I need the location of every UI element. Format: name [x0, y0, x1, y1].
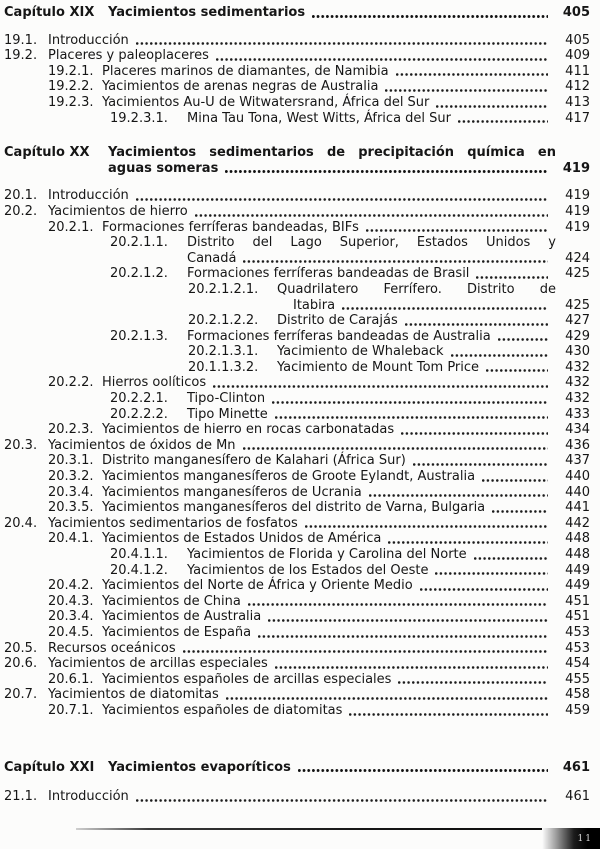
toc-entry [4, 33, 590, 49]
toc-entry [4, 204, 590, 220]
page-tab-number: 11 [577, 833, 593, 844]
dot-leader [213, 377, 548, 389]
toc-entry [4, 672, 590, 688]
entry-number: 20.2.2.2. [110, 406, 168, 422]
entry-title: Placeres marinos de diamantes, de Namibia [102, 63, 389, 79]
toc-entry [4, 578, 590, 594]
page-number: 419 [565, 219, 590, 235]
page-number: 458 [565, 687, 590, 703]
toc-entry-line2 [4, 298, 590, 314]
dot-leader [388, 533, 548, 545]
toc-entry [4, 703, 590, 719]
entry-title: Formaciones ferríferas bandeadas de Brasil [187, 266, 470, 282]
entry-number: 20.4.5. [48, 624, 94, 640]
entry-title: Recursos oceánicos [48, 640, 176, 656]
page-number: 433 [565, 406, 590, 422]
chapter-heading [4, 5, 590, 21]
toc-entry [4, 79, 590, 95]
dot-leader [420, 580, 548, 592]
entry-number: 20.5. [4, 640, 38, 656]
toc-entry [4, 235, 590, 266]
toc-entry [4, 266, 590, 282]
toc-entry [4, 687, 590, 703]
dot-leader [136, 34, 548, 46]
entry-title: Yacimientos de arenas negras de Australia [102, 79, 379, 95]
entry-number: 20.3.1. [48, 453, 94, 469]
entry-number: 20.4.1.1. [110, 547, 168, 562]
entry-number: 21.1. [4, 789, 38, 805]
dot-leader [195, 206, 548, 218]
chapter-title-line2: aguas someras [108, 160, 219, 176]
entry-title: Yacimientos españoles de arcillas especiales [102, 671, 392, 687]
entry-title: Yacimientos manganesíferos de Ucrania [102, 484, 362, 500]
entry-title-line2: Itabira [293, 297, 336, 313]
dot-leader [366, 221, 548, 233]
toc-entry [4, 500, 590, 516]
entry-number: 20.2.2.1. [110, 391, 168, 407]
page-number: 453 [565, 640, 590, 656]
entry-number: 20.3.2. [48, 469, 94, 485]
dot-leader [498, 330, 548, 342]
dot-leader [486, 361, 548, 373]
entry-number: 20.3.4. [48, 484, 94, 500]
page-number: 409 [565, 48, 590, 64]
entry-title: Yacimientos sedimentarios de fosfatos [48, 515, 298, 531]
page-number: 454 [565, 656, 590, 672]
entry-title: Yacimientos de óxidos de Mn [48, 437, 236, 453]
chapter-label: Capítulo XX [4, 145, 90, 161]
page-number: 425 [565, 297, 590, 313]
dot-leader [258, 627, 548, 639]
entry-number: 20.3. [4, 437, 38, 453]
chapter-label: Capítulo XIX [4, 5, 95, 20]
entry-number: 20.3.4. [48, 609, 94, 625]
page-number: 449 [565, 562, 590, 578]
entry-number: 19.1. [4, 32, 38, 48]
toc-entry [4, 344, 590, 360]
entry-title: Yacimientos de Australia [102, 609, 262, 625]
dot-leader [136, 190, 548, 202]
chapter-heading [4, 760, 590, 776]
page-number: 411 [565, 63, 590, 79]
entry-number: 20.2.1. [48, 219, 94, 235]
page-number: 451 [565, 609, 590, 625]
page-number: 451 [565, 593, 590, 609]
entry-title: Yacimientos de diatomitas [48, 687, 219, 703]
entry-title: Tipo-Clinton [187, 391, 266, 407]
dot-leader [398, 673, 548, 685]
page-number: 429 [565, 328, 590, 344]
chapter-title-line1: Yacimientos sedimentarios de precipitación química en [108, 145, 556, 161]
entry-number: 20.2.3. [48, 422, 94, 438]
dot-leader [305, 517, 548, 529]
page-number: 417 [565, 110, 590, 126]
toc-entry [4, 360, 590, 376]
page-number: 425 [565, 266, 590, 282]
entry-number: 19.2. [4, 48, 38, 64]
toc-entry [4, 188, 590, 204]
chapter-label: Capítulo XXI [4, 759, 95, 775]
toc-entry [4, 789, 590, 805]
page-number: 436 [565, 437, 590, 453]
entry-title: Introducción [48, 188, 129, 204]
toc-entry [4, 594, 590, 610]
entry-number: 20.7.1. [48, 702, 94, 718]
toc-entry [4, 656, 590, 672]
entry-title: Introducción [48, 789, 129, 805]
dot-leader [385, 81, 548, 93]
dot-leader [458, 112, 548, 124]
page-number: 440 [565, 469, 590, 485]
toc-entry [4, 422, 590, 438]
toc-entry [4, 391, 590, 407]
page-number: 442 [565, 515, 590, 531]
chapter-heading-line2 [4, 161, 590, 177]
dot-leader [476, 268, 548, 280]
entry-number: 20.4.1.2. [110, 562, 168, 578]
entry-number: 19.2.2. [48, 79, 94, 95]
dot-leader [349, 705, 548, 717]
entry-number: 20.2.2. [48, 375, 94, 391]
dot-leader [482, 471, 548, 483]
page-number: 432 [565, 375, 590, 391]
entry-number: 20.1. [4, 188, 38, 204]
page-number: 419 [565, 188, 590, 204]
page-number: 419 [562, 160, 590, 176]
entry-number: 20.3.5. [48, 500, 94, 516]
dot-leader [474, 549, 548, 561]
dot-leader [342, 299, 548, 311]
dot-leader [436, 97, 548, 109]
dot-leader [136, 791, 548, 803]
entry-title-line2: Canadá [187, 250, 237, 266]
entry-number: 19.2.3. [48, 94, 94, 110]
page-number: 449 [565, 578, 590, 594]
entry-number: 20.2. [4, 203, 38, 219]
toc-entry [4, 563, 590, 579]
toc-entry [4, 641, 590, 657]
dot-leader [216, 50, 548, 62]
entry-number: 20.7. [4, 687, 38, 703]
entry-title: Yacimientos de Florida y Carolina del Norte [187, 547, 467, 562]
page-number: 461 [565, 789, 590, 805]
entry-title: Yacimientos de los Estados del Oeste [187, 562, 429, 578]
entry-title-line1: Distrito del Lago Superior, Estados Unidos y [187, 235, 556, 251]
dot-leader [451, 346, 548, 358]
entry-title: Yacimientos de China [102, 593, 241, 609]
entry-title: Distrito de Carajás [277, 313, 398, 329]
entry-number: 20.4.1. [48, 531, 94, 547]
page-number: 432 [565, 391, 590, 407]
entry-number: 20.6. [4, 656, 38, 672]
footer-rule [76, 828, 558, 830]
entry-title: Yacimiento de Whaleback [277, 344, 444, 360]
page-number: 453 [565, 624, 590, 640]
entry-number: 20.4. [4, 515, 38, 531]
dot-leader [405, 315, 548, 327]
entry-title: Yacimientos de España [102, 624, 252, 640]
page-number: 448 [565, 531, 590, 547]
dot-leader [226, 689, 548, 701]
dot-leader [369, 486, 548, 498]
entry-number: 20.2.1.1. [110, 235, 168, 251]
toc-entry [4, 375, 590, 391]
dot-leader [243, 439, 548, 451]
entry-title: Yacimientos españoles de diatomitas [102, 702, 343, 718]
toc-entry [4, 407, 590, 423]
entry-title-line1: Quadrilatero Ferrífero. Distrito de [277, 281, 556, 297]
entry-title: Yacimientos de Estados Unidos de América [102, 531, 382, 547]
entry-number: 19.2.3.1. [110, 110, 168, 126]
toc-entry [4, 516, 590, 532]
page-number: 430 [565, 344, 590, 360]
page-number: 427 [565, 313, 590, 329]
entry-number: 20.2.1.2. [110, 266, 168, 282]
entry-number: 20.6.1. [48, 671, 94, 687]
toc-entry [4, 329, 590, 345]
entry-title: Formaciones ferríferas bandeadas de Australia [187, 328, 491, 344]
toc-entry [4, 220, 590, 236]
toc-entry [4, 48, 590, 64]
entry-number: 19.2.1. [48, 63, 94, 79]
toc-entry [4, 469, 590, 485]
page-number: 440 [565, 484, 590, 500]
dot-leader [275, 658, 548, 670]
dot-leader [312, 7, 548, 19]
dot-leader [268, 611, 548, 623]
chapter-title: Yacimientos sedimentarios [108, 5, 306, 20]
entry-number: 20.4.2. [48, 578, 94, 594]
page-number: 432 [565, 359, 590, 375]
toc-entry [4, 438, 590, 454]
toc-entry [4, 547, 590, 563]
dot-leader [183, 642, 548, 654]
page-number: 455 [565, 671, 590, 687]
toc-entry [4, 282, 590, 313]
entry-title: Hierros oolíticos [102, 375, 207, 391]
toc-entry [4, 95, 590, 111]
dot-leader [272, 393, 548, 405]
page-number: 459 [565, 702, 590, 718]
dot-leader [396, 65, 548, 77]
dot-leader [401, 424, 548, 436]
page-number: 424 [565, 250, 590, 266]
page-number: 405 [565, 32, 590, 48]
chapter-heading [4, 145, 590, 176]
toc-entry-line1 [4, 235, 590, 251]
dot-leader [275, 408, 548, 420]
entry-number: 20.2.1.3. [110, 328, 168, 344]
entry-title: Yacimientos de hierro en rocas carbonatadas [102, 422, 395, 438]
dot-leader [298, 761, 548, 773]
entry-title: Formaciones ferríferas bandeadas, BIFs [102, 219, 359, 235]
page-number: 412 [565, 79, 590, 95]
entry-title: Yacimientos de hierro [48, 203, 188, 219]
toc-entry-line2 [4, 251, 590, 267]
dot-leader [225, 162, 548, 174]
toc-entry [4, 485, 590, 501]
page-number: 434 [565, 422, 590, 438]
toc-entry [4, 625, 590, 641]
toc-entry [4, 609, 590, 625]
entry-title: Yacimientos manganesíferos de Groote Eylandt, Australia [102, 469, 476, 485]
page-number: 461 [562, 759, 590, 775]
entry-title: Yacimiento de Mount Tom Price [277, 359, 480, 375]
toc-entry [4, 111, 590, 127]
page-number: 413 [565, 94, 590, 110]
toc-entry-line1 [4, 282, 590, 298]
entry-title: Introducción [48, 32, 129, 48]
page-number: 441 [565, 500, 590, 516]
chapter-title: Yacimientos evaporíticos [108, 759, 291, 775]
entry-title: Mina Tau Tona, West Witts, África del Sur [187, 110, 451, 126]
page-number: 437 [565, 453, 590, 469]
toc-entry [4, 313, 590, 329]
chapter-heading-line1 [4, 145, 590, 161]
page-number: 405 [562, 5, 590, 20]
page-number: 448 [565, 547, 590, 562]
toc-entry [4, 64, 590, 80]
entry-title: Yacimientos Au-U de Witwatersrand, África del Sur [102, 94, 430, 110]
entry-number: 20.2.1.2.2. [188, 313, 259, 329]
entry-number: 20.2.1.2.1. [188, 281, 259, 297]
page-number: 419 [565, 203, 590, 219]
dot-leader [243, 252, 548, 264]
page-tab [542, 828, 600, 849]
entry-number: 20.1.1.3.2. [188, 359, 259, 375]
entry-number: 20.4.3. [48, 593, 94, 609]
entry-title: Placeres y paleoplaceres [48, 48, 209, 64]
entry-title: Yacimientos de arcillas especiales [48, 656, 268, 672]
entry-title: Yacimientos manganesíferos del distrito de Varna, Bulgaria [102, 500, 486, 516]
entry-title: Tipo Minette [187, 406, 268, 422]
entry-title: Yacimientos del Norte de África y Oriente Medio [102, 578, 413, 594]
dot-leader [492, 502, 548, 514]
dot-leader [435, 564, 548, 576]
toc-entry [4, 453, 590, 469]
dot-leader [413, 455, 548, 467]
entry-number: 20.2.1.3.1. [188, 344, 259, 360]
toc-entry [4, 531, 590, 547]
dot-leader [248, 595, 548, 607]
entry-title: Distrito manganesífero de Kalahari (África Sur) [102, 453, 406, 469]
